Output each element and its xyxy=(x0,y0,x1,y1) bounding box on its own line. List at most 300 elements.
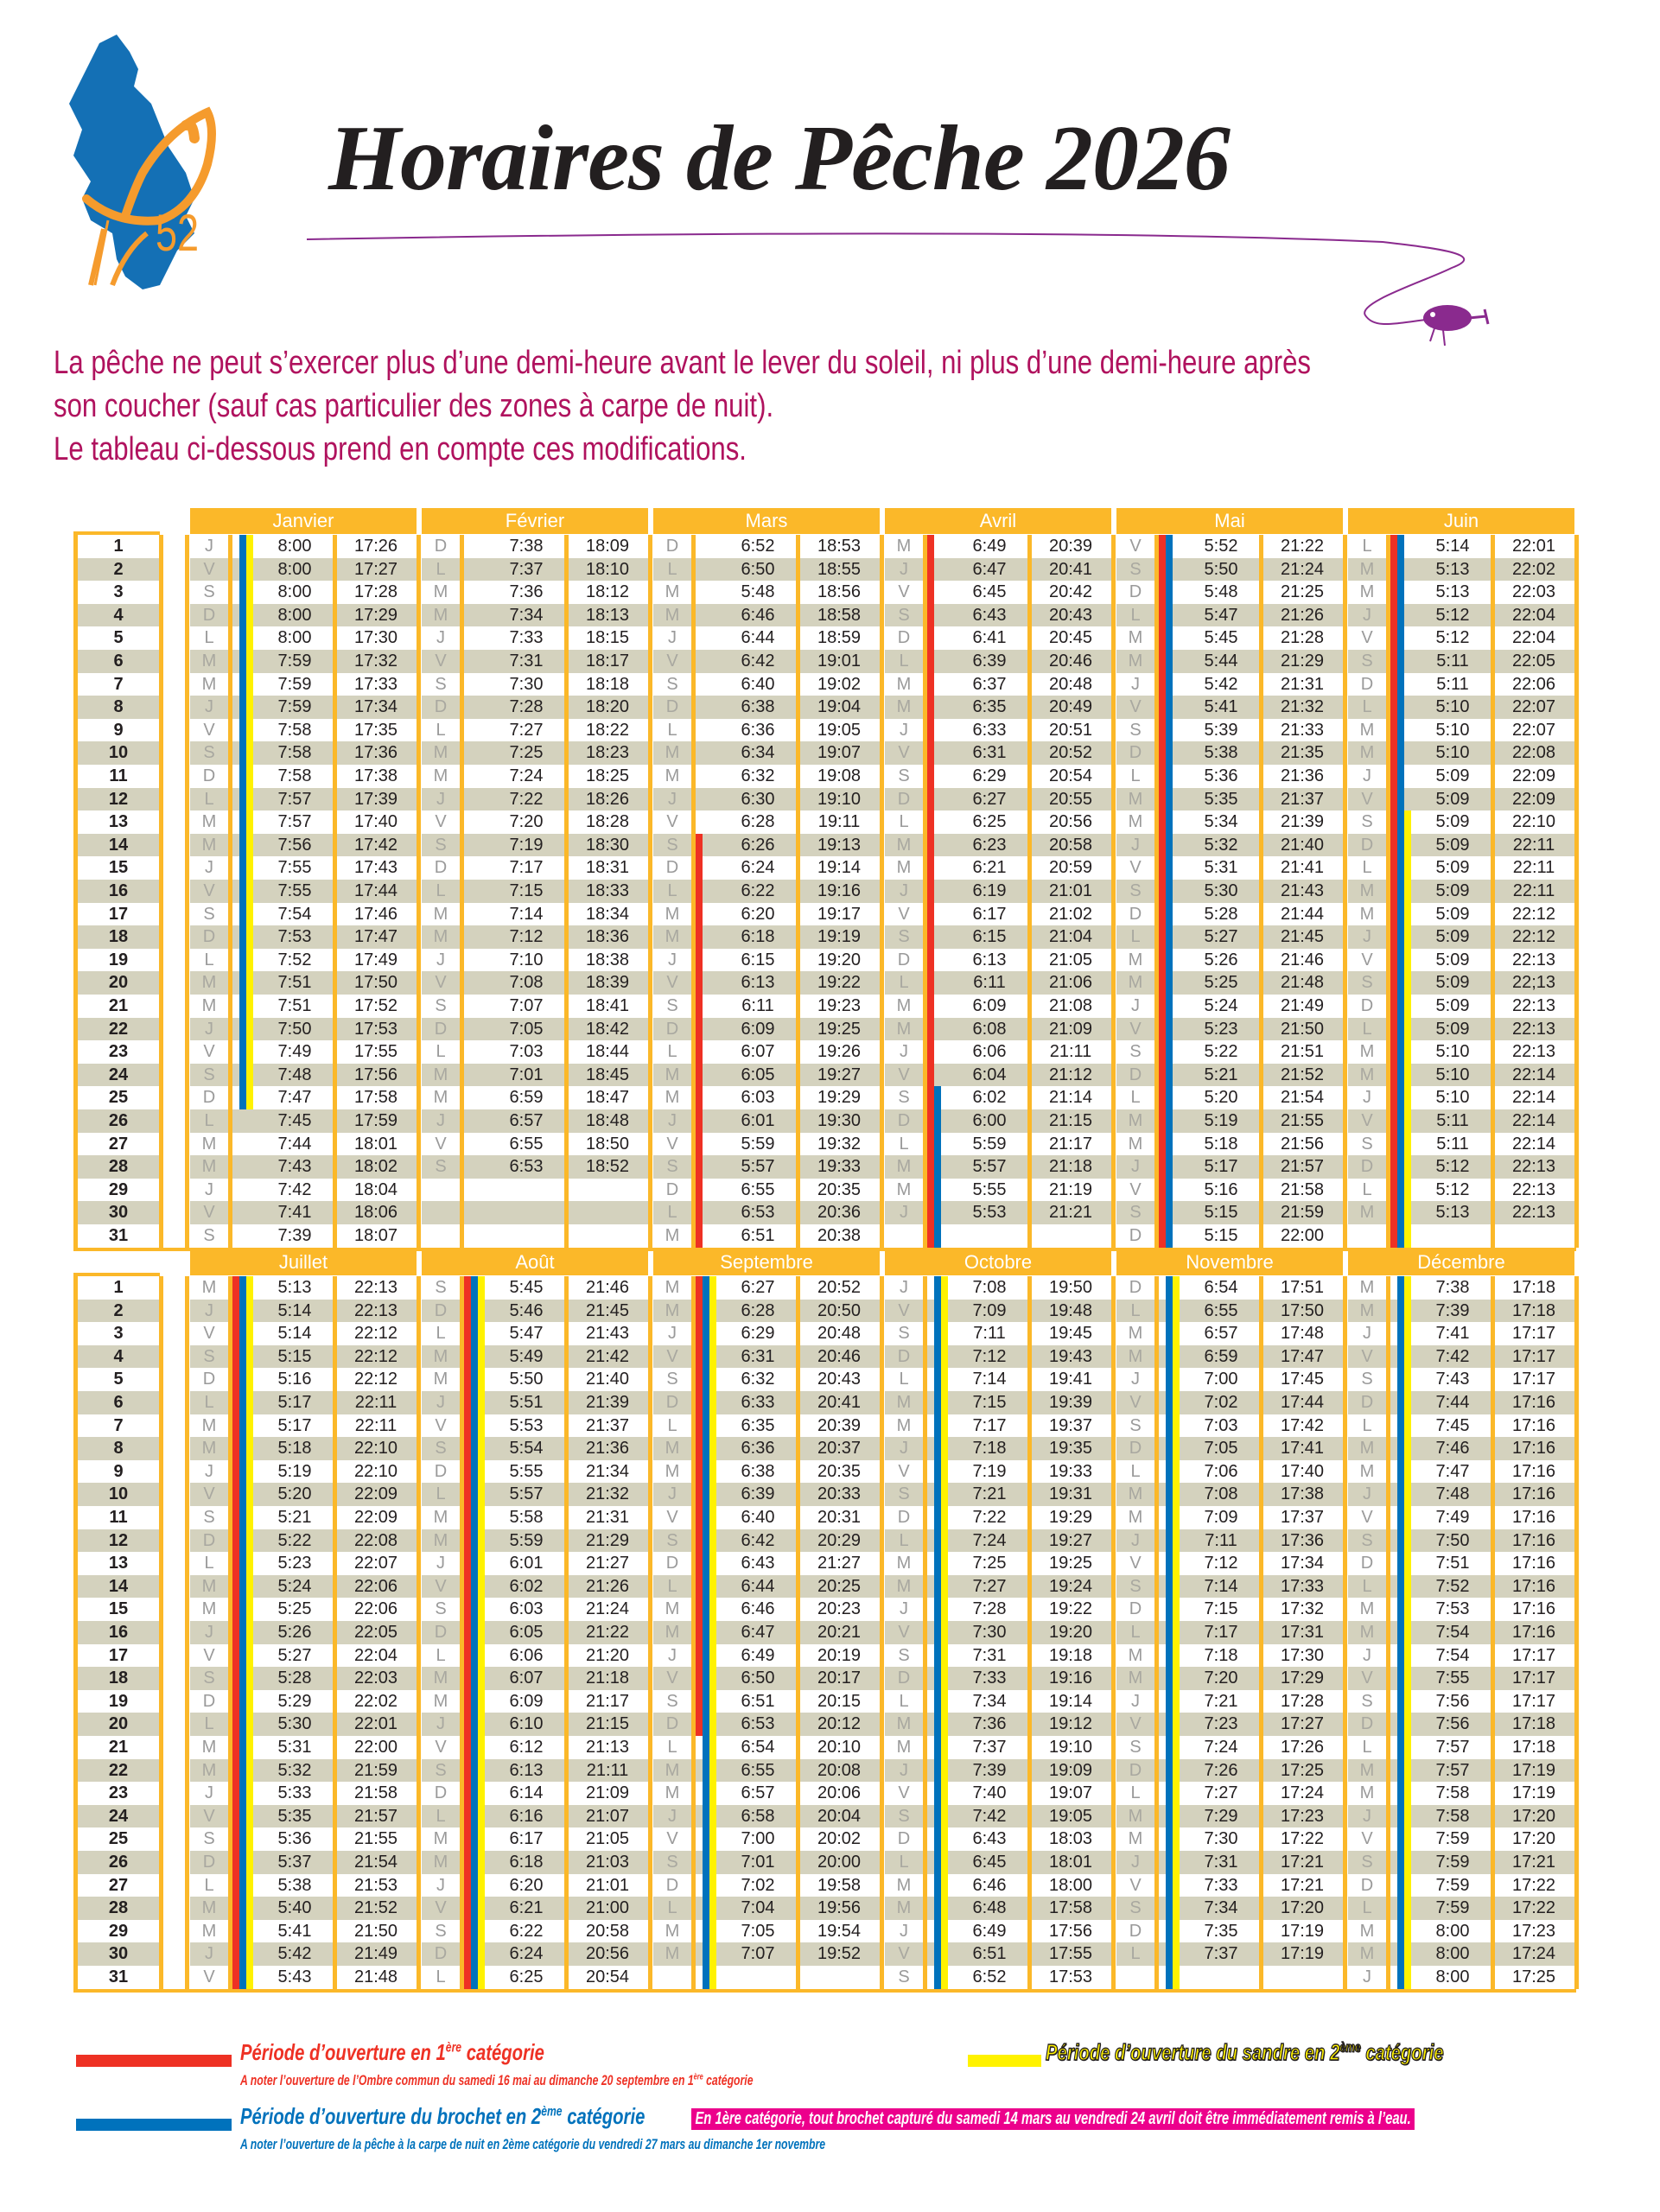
weekday-letter: S xyxy=(1361,1691,1373,1711)
sunrise-time: 5:48 xyxy=(741,582,775,602)
sunrise-time: 7:14 xyxy=(972,1370,1007,1389)
sunrise-time: 5:10 xyxy=(1435,1065,1470,1084)
sunset-time: 17:17 xyxy=(1511,1645,1556,1665)
sunset-time: 22:11 xyxy=(354,1393,398,1412)
sunrise-time: 7:05 xyxy=(509,1019,544,1039)
weekday-letter: L xyxy=(1130,927,1141,947)
sunset-time: 20:46 xyxy=(817,1346,862,1366)
weekday-letter: M xyxy=(1128,1829,1143,1849)
sunset-time: 17:30 xyxy=(353,628,398,648)
sunset-time: 21:15 xyxy=(585,1714,630,1734)
sunset-time: 21:27 xyxy=(817,1554,862,1573)
weekday-letter: D xyxy=(1129,1226,1142,1245)
sunset-time: 22:12 xyxy=(1511,904,1556,924)
sunrise-time: 5:18 xyxy=(1204,1134,1238,1154)
sunset-time: 21:31 xyxy=(585,1508,630,1527)
sunset-time: 19:17 xyxy=(817,904,862,924)
sunset-time: 17:36 xyxy=(1280,1530,1325,1550)
sunset-time: 19:26 xyxy=(817,1042,862,1062)
sunrise-time: 5:10 xyxy=(1435,1042,1470,1062)
sunset-time: 18:45 xyxy=(585,1065,630,1084)
sunrise-time: 5:23 xyxy=(1204,1019,1238,1039)
weekday-letter: M xyxy=(896,537,912,556)
weekday-letter xyxy=(422,1179,460,1202)
sunrise-time: 5:09 xyxy=(1435,996,1470,1015)
day-number: 3 xyxy=(113,582,124,602)
weekday-letter: M xyxy=(1128,812,1143,832)
sunrise-time: 7:15 xyxy=(1204,1599,1238,1619)
period-bar-yellow xyxy=(1404,1276,1411,1989)
sunset-time: 17:32 xyxy=(1280,1599,1325,1619)
sunrise-time: 6:27 xyxy=(741,1278,775,1297)
sunset-time: 20:50 xyxy=(817,1300,862,1320)
sunset-time: 17:18 xyxy=(1511,1300,1556,1320)
table-row xyxy=(76,1201,1584,1224)
legend-blue-title xyxy=(240,2103,645,2130)
weekday-letter: M xyxy=(1359,720,1375,740)
sunset-time: 21:04 xyxy=(1048,927,1093,947)
sunrise-time xyxy=(486,1224,567,1248)
sunset-time: 22:13 xyxy=(1511,1019,1556,1039)
sunrise-time: 5:15 xyxy=(1204,1226,1238,1245)
weekday-letter: L xyxy=(667,559,677,579)
sunset-time: 19:11 xyxy=(817,812,861,832)
sunset-time: 17:53 xyxy=(1048,1967,1093,1986)
sunset-time: 21:49 xyxy=(353,1944,398,1964)
sunrise-time: 6:49 xyxy=(741,1645,775,1665)
weekday-letter: J xyxy=(1131,1530,1140,1550)
weekday-letter: J xyxy=(900,1921,908,1941)
sunrise-time: 6:40 xyxy=(741,674,775,694)
sunrise-time: 6:18 xyxy=(741,927,775,947)
weekday-letter: D xyxy=(897,789,911,809)
schedule-grid xyxy=(76,535,1584,1248)
weekday-letter: J xyxy=(668,950,677,969)
grid-line xyxy=(73,1276,78,1989)
month-header-mars: Mars xyxy=(653,508,880,534)
table-row xyxy=(76,810,1584,834)
sunrise-time: 6:02 xyxy=(509,1576,544,1596)
sunset-time: 20:49 xyxy=(1048,697,1093,717)
weekday-letter: M xyxy=(665,1944,680,1964)
weekday-letter: J xyxy=(205,697,213,717)
weekday-letter: M xyxy=(665,1783,680,1803)
weekday-letter: L xyxy=(1362,697,1372,717)
weekday-letter: D xyxy=(1360,1393,1374,1412)
sunrise-time: 7:33 xyxy=(509,628,544,648)
weekday-letter: S xyxy=(1129,559,1142,579)
weekday-letter: J xyxy=(205,1019,213,1039)
weekday-letter: M xyxy=(665,904,680,924)
sunrise-time: 5:44 xyxy=(1204,652,1238,671)
weekday-letter: M xyxy=(433,904,448,924)
sunset-time: 22:06 xyxy=(353,1576,398,1596)
weekday-letter: J xyxy=(205,1623,213,1642)
sunrise-time: 6:18 xyxy=(509,1853,544,1872)
sunrise-time: 5:21 xyxy=(277,1508,312,1527)
sunrise-time: 5:09 xyxy=(1435,973,1470,993)
sunrise-time: 5:12 xyxy=(1435,1157,1470,1177)
legend-blue-title-text: Période d’ouverture du brochet en 2 xyxy=(240,2103,542,2129)
sunset-time: 17:40 xyxy=(353,812,398,832)
sunrise-time: 6:09 xyxy=(509,1691,544,1711)
weekday-letter: V xyxy=(203,1645,215,1665)
month-header-row xyxy=(76,508,1584,534)
sunset-time: 21:51 xyxy=(1280,1042,1325,1062)
sunrise-time: 7:31 xyxy=(972,1645,1007,1665)
day-number: 15 xyxy=(108,1599,129,1619)
sunrise-time: 7:07 xyxy=(741,1944,775,1964)
sunset-time: 19:43 xyxy=(1048,1346,1093,1366)
sunrise-time: 7:57 xyxy=(1435,1738,1470,1757)
sunrise-time: 6:06 xyxy=(509,1645,544,1665)
month-header-août: Août xyxy=(422,1249,648,1275)
sunrise-time xyxy=(717,1966,798,1989)
weekday-letter: J xyxy=(436,789,445,809)
weekday-letter: J xyxy=(436,1875,445,1895)
sunrise-time: 6:39 xyxy=(741,1484,775,1504)
sunrise-time: 5:19 xyxy=(1204,1111,1238,1130)
sunset-time: 17:35 xyxy=(353,720,398,740)
sunset-time: 17:19 xyxy=(1511,1760,1556,1780)
sunrise-time: 7:58 xyxy=(1435,1806,1470,1826)
sunrise-time: 7:59 xyxy=(1435,1898,1470,1918)
sunrise-time: 7:27 xyxy=(509,720,544,740)
weekday-letter: D xyxy=(1360,674,1374,694)
weekday-letter: M xyxy=(201,1760,217,1780)
weekday-letter: J xyxy=(1363,605,1371,625)
month-header-décembre: Décembre xyxy=(1348,1249,1574,1275)
sunset-time: 22:00 xyxy=(353,1738,398,1757)
sunrise-time: 6:26 xyxy=(741,835,775,855)
day-number: 2 xyxy=(113,559,124,579)
weekday-letter: V xyxy=(898,582,910,602)
weekday-letter: S xyxy=(203,1346,215,1366)
sunset-time: 21:39 xyxy=(585,1393,630,1412)
sunset-time: 22:13 xyxy=(1511,1042,1556,1062)
sunrise-time: 6:16 xyxy=(509,1806,544,1826)
sunrise-time: 7:36 xyxy=(972,1714,1007,1734)
weekday-letter: S xyxy=(898,1484,910,1504)
sunset-time: 20:54 xyxy=(1048,766,1093,785)
weekday-letter: M xyxy=(433,1088,448,1108)
sunset-time: 17:49 xyxy=(353,950,398,969)
sunrise-time: 7:59 xyxy=(277,697,312,717)
day-number: 14 xyxy=(108,835,129,855)
day-number: 6 xyxy=(113,1393,124,1412)
sunrise-time: 5:11 xyxy=(1436,1134,1469,1154)
sunset-time: 22:08 xyxy=(1511,743,1556,763)
sunset-time: 21:17 xyxy=(1048,1134,1093,1154)
sunrise-time: 8:00 xyxy=(277,537,312,556)
sunrise-time: 6:59 xyxy=(509,1088,544,1108)
weekday-letter: V xyxy=(666,1508,678,1527)
weekday-letter: S xyxy=(203,582,215,602)
weekday-letter: M xyxy=(1359,1065,1375,1084)
weekday-letter: S xyxy=(666,674,678,694)
sunrise-time: 5:32 xyxy=(277,1760,312,1780)
sunset-time: 20:48 xyxy=(817,1324,862,1344)
sunrise-time: 6:21 xyxy=(509,1898,544,1918)
sunrise-time: 6:03 xyxy=(741,1088,775,1108)
sunset-time: 17:16 xyxy=(1511,1393,1556,1412)
weekday-letter: V xyxy=(1361,1346,1373,1366)
sunrise-time: 6:11 xyxy=(973,973,1006,993)
weekday-letter: S xyxy=(203,1829,215,1849)
sunset-time: 20:06 xyxy=(817,1783,862,1803)
weekday-letter: D xyxy=(665,858,679,878)
sunset-time: 21:29 xyxy=(1280,652,1325,671)
sunset-time: 22:04 xyxy=(1511,628,1556,648)
sunrise-time: 7:05 xyxy=(1204,1439,1238,1459)
sunrise-time: 7:02 xyxy=(741,1875,775,1895)
weekday-letter: M xyxy=(433,1508,448,1527)
weekday-letter: M xyxy=(665,1623,680,1642)
sunset-time: 20:17 xyxy=(817,1669,862,1688)
sunset-time: 21:11 xyxy=(1049,1042,1092,1062)
sunrise-time: 6:15 xyxy=(972,927,1007,947)
weekday-letter: M xyxy=(201,1439,217,1459)
month-header-octobre: Octobre xyxy=(885,1249,1111,1275)
legend-red-note-text: A noter l’ouverture de l’Ombre commun du samedi 16 mai au dimanche 20 septembre en 1 xyxy=(240,2072,694,2088)
sunset-time: 22:13 xyxy=(1511,1203,1556,1223)
day-number: 22 xyxy=(108,1760,129,1780)
sunrise-time: 6:59 xyxy=(1204,1346,1238,1366)
sunset-time: 17:16 xyxy=(1511,1484,1556,1504)
sunset-time: 21:13 xyxy=(585,1738,630,1757)
sunrise-time: 7:02 xyxy=(1204,1393,1238,1412)
weekday-letter: V xyxy=(203,720,215,740)
sunset-time: 17:41 xyxy=(1280,1439,1325,1459)
sunset-time: 17:21 xyxy=(1280,1875,1325,1895)
sunrise-time: 5:28 xyxy=(1204,904,1238,924)
day-number: 28 xyxy=(108,1157,129,1177)
sunrise-time: 5:21 xyxy=(1204,1065,1238,1084)
sunrise-time xyxy=(1180,1966,1262,1989)
sunset-time: 21:37 xyxy=(585,1415,630,1435)
weekday-letter: M xyxy=(201,1576,217,1596)
sunset-time: 20:23 xyxy=(817,1599,862,1619)
day-number: 25 xyxy=(108,1829,129,1849)
sunset-time: 17:20 xyxy=(1511,1806,1556,1826)
month-header-septembre: Septembre xyxy=(653,1249,880,1275)
weekday-letter: S xyxy=(1361,1370,1373,1389)
weekday-letter: V xyxy=(666,1829,678,1849)
weekday-letter: V xyxy=(666,1669,678,1688)
sunset-time: 18:15 xyxy=(585,628,630,648)
table-row xyxy=(76,949,1584,972)
sunrise-time: 7:55 xyxy=(277,881,312,900)
sunrise-time: 6:46 xyxy=(741,1599,775,1619)
weekday-letter: J xyxy=(205,858,213,878)
sunrise-time: 7:14 xyxy=(1204,1576,1238,1596)
sunrise-time: 5:45 xyxy=(509,1278,544,1297)
table-row xyxy=(76,1414,1584,1438)
sunrise-time: 5:11 xyxy=(1436,652,1469,671)
table-row xyxy=(76,880,1584,903)
legend-red-title-sup: ère xyxy=(445,2040,462,2056)
sunset-time: 17:25 xyxy=(1280,1760,1325,1780)
grid-line xyxy=(417,535,421,1248)
sunset-time: 19:31 xyxy=(1048,1484,1093,1504)
sunset-time: 22:07 xyxy=(1511,697,1556,717)
sunrise-time: 5:57 xyxy=(509,1484,544,1504)
sunrise-time: 7:06 xyxy=(1204,1461,1238,1481)
sunset-time: 22:09 xyxy=(353,1484,398,1504)
weekday-letter: D xyxy=(665,1019,679,1039)
weekday-letter: J xyxy=(1131,674,1140,694)
weekday-letter: V xyxy=(1361,1508,1373,1527)
table-row xyxy=(76,1942,1584,1966)
weekday-letter: L xyxy=(1130,766,1141,785)
weekday-letter: S xyxy=(435,835,447,855)
sunrise-time: 7:51 xyxy=(277,973,312,993)
sunrise-time: 6:35 xyxy=(741,1415,775,1435)
sunset-time: 22:04 xyxy=(1511,605,1556,625)
sunset-time: 17:17 xyxy=(1511,1669,1556,1688)
weekday-letter: M xyxy=(1128,950,1143,969)
weekday-letter: D xyxy=(1129,904,1142,924)
day-number: 8 xyxy=(113,697,124,717)
sunset-time: 19:07 xyxy=(817,743,862,763)
weekday-letter: M xyxy=(665,605,680,625)
weekday-letter: V xyxy=(203,1484,215,1504)
period-bar-red xyxy=(1390,535,1397,1248)
sunrise-time: 6:38 xyxy=(741,1461,775,1481)
sunrise-time: 5:24 xyxy=(1204,996,1238,1015)
day-number: 13 xyxy=(108,1554,129,1573)
sunrise-time: 7:41 xyxy=(277,1203,312,1223)
sunset-time: 18:39 xyxy=(585,973,630,993)
sunrise-time: 8:00 xyxy=(1435,1944,1470,1964)
sunrise-time: 7:15 xyxy=(972,1393,1007,1412)
sunset-time: 19:56 xyxy=(817,1898,862,1918)
day-number: 4 xyxy=(113,605,124,625)
sunset-time: 21:29 xyxy=(585,1530,630,1550)
weekday-letter: D xyxy=(897,1508,911,1527)
day-number: 16 xyxy=(108,881,129,900)
table-row xyxy=(76,696,1584,719)
sunrise-time: 7:56 xyxy=(1435,1691,1470,1711)
weekday-letter: S xyxy=(435,1760,447,1780)
sunrise-time: 6:01 xyxy=(741,1111,775,1130)
weekday-letter: J xyxy=(205,1944,213,1964)
weekday-letter: L xyxy=(667,1042,677,1062)
month-header-juillet: Juillet xyxy=(190,1249,417,1275)
weekday-letter: M xyxy=(1359,1300,1375,1320)
table-row xyxy=(76,1897,1584,1920)
weekday-letter: D xyxy=(434,537,448,556)
sunset-time: 21:09 xyxy=(1048,1019,1093,1039)
weekday-letter: L xyxy=(436,1645,446,1665)
sunset-time: 17:19 xyxy=(1280,1921,1325,1941)
weekday-letter: V xyxy=(1361,628,1373,648)
sunrise-time: 7:48 xyxy=(277,1065,312,1084)
weekday-letter: D xyxy=(1360,1157,1374,1177)
sunrise-time: 7:25 xyxy=(972,1554,1007,1573)
sunrise-time: 5:17 xyxy=(277,1415,312,1435)
legend-yellow-title-text: Période d’ouverture du sandre en 2 xyxy=(1046,2039,1340,2065)
sunrise-time: 7:11 xyxy=(973,1324,1006,1344)
sunrise-time: 7:04 xyxy=(741,1898,775,1918)
day-number: 23 xyxy=(108,1783,129,1803)
weekday-letter: V xyxy=(1129,697,1142,717)
sunrise-time: 5:15 xyxy=(1204,1203,1238,1223)
weekday-letter: M xyxy=(201,1599,217,1619)
table-row xyxy=(76,1920,1584,1943)
sunset-time: 22:14 xyxy=(1511,1065,1556,1084)
sunrise-time: 5:49 xyxy=(509,1346,544,1366)
weekday-letter: V xyxy=(435,973,447,993)
sunrise-time: 5:30 xyxy=(277,1714,312,1734)
weekday-letter: J xyxy=(436,628,445,648)
grid-line xyxy=(1343,1276,1347,1989)
sunrise-time: 6:35 xyxy=(972,697,1007,717)
sunset-time: 21:18 xyxy=(585,1669,630,1688)
weekday-letter: D xyxy=(1129,1599,1142,1619)
table-row xyxy=(76,1690,1584,1713)
day-number: 24 xyxy=(108,1065,129,1084)
sunset-time: 20:52 xyxy=(1048,743,1093,763)
sunrise-time xyxy=(949,1224,1030,1248)
sunset-time: 17:52 xyxy=(353,996,398,1015)
day-number: 10 xyxy=(108,1484,129,1504)
sunset-time: 19:29 xyxy=(817,1088,862,1108)
sunrise-time: 6:46 xyxy=(972,1875,1007,1895)
table-row xyxy=(76,1224,1584,1248)
weekday-letter: M xyxy=(1128,1645,1143,1665)
sunrise-time: 5:59 xyxy=(741,1134,775,1154)
grid-line xyxy=(880,1276,884,1989)
weekday-letter: M xyxy=(665,766,680,785)
day-number: 11 xyxy=(109,766,128,785)
day-number: 16 xyxy=(108,1623,129,1642)
weekday-letter: J xyxy=(1363,1088,1371,1108)
sunrise-time: 7:59 xyxy=(1435,1875,1470,1895)
weekday-letter: J xyxy=(436,1111,445,1130)
weekday-letter: M xyxy=(1359,1760,1375,1780)
sunrise-time: 6:19 xyxy=(972,881,1007,900)
weekday-letter: S xyxy=(1361,812,1373,832)
weekday-letter: L xyxy=(204,950,214,969)
sunset-time: 20:48 xyxy=(1048,674,1093,694)
sunrise-time: 5:46 xyxy=(509,1300,544,1320)
sunset-time: 19:05 xyxy=(817,720,862,740)
sunset-time: 21:12 xyxy=(1048,1065,1093,1084)
sunrise-time: 6:24 xyxy=(509,1944,544,1964)
sunrise-time xyxy=(486,1179,567,1202)
sunset-time: 17:22 xyxy=(1280,1829,1325,1849)
sunset-time: 22:07 xyxy=(353,1554,398,1573)
weekday-letter: D xyxy=(202,1088,216,1108)
sunrise-time: 6:22 xyxy=(509,1921,544,1941)
weekday-letter: S xyxy=(1361,652,1373,671)
day-number: 14 xyxy=(108,1576,129,1596)
sunset-time: 17:28 xyxy=(353,582,398,602)
sunrise-time: 6:49 xyxy=(972,1921,1007,1941)
weekday-letter: S xyxy=(1361,973,1373,993)
weekday-letter: J xyxy=(1363,1967,1371,1986)
sunset-time: 22:10 xyxy=(353,1439,398,1459)
grid-line xyxy=(1111,1276,1116,1989)
weekday-letter: L xyxy=(436,559,446,579)
sunrise-time: 7:35 xyxy=(1204,1921,1238,1941)
sunrise-time: 7:10 xyxy=(509,950,544,969)
grid-line xyxy=(417,1276,421,1989)
sunrise-time: 5:13 xyxy=(1435,559,1470,579)
table-row xyxy=(76,1109,1584,1133)
weekday-letter: M xyxy=(1128,1806,1143,1826)
